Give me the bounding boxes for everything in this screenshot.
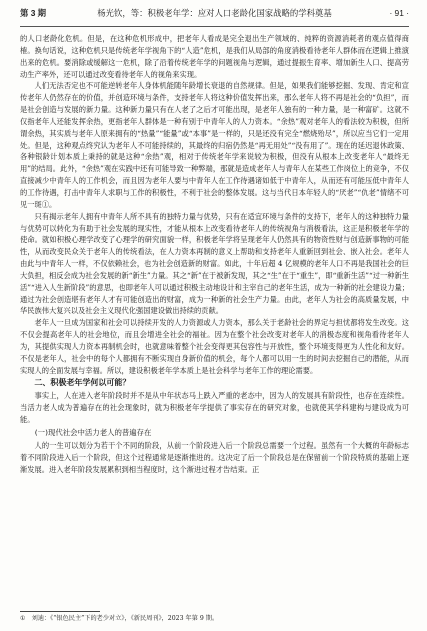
issue-number: 第 3 期 <box>20 8 47 18</box>
footnote-marker: ① <box>20 615 26 622</box>
footnote-text: 刘迪：《“银色民主”下的老少对立》，《新民周刊》，2023 年第 9 期。 <box>31 615 219 622</box>
running-title: 杨光钦，等：积极老年学：应对人口老龄化国家战略的学科奠基 <box>97 8 332 18</box>
page-number: · 91 · <box>389 8 409 18</box>
footnote-divider <box>20 611 100 612</box>
section-heading: 二、积极老年学何以可能？ <box>34 378 131 388</box>
body-paragraph: 只有揭示老年人拥有中青年人所不具有的独特力量与优势，只有在适宜环境与条件的支持下，老年人的这种独特力量与优势可以转化为有助于社会发展的现实性，才能从根本上改变看待老年人的传统视角与消极看法，这正是积极老年学的使命。就如积极心理学改变了心理学的研究面貌一样，积极老年学将呈现老年人仍然具有的物资性财与创造新事物的可能性，从而改变民众关于老年人的传统看法，在人力资本再制的意义上帮助和支持老年人重新回到社会、嵌入社会。老年人由此与中青年人一样，不仅依赖社会，也为社会创造新的财富。如此，十年后超 4 亿规模的老年人口不再是我国社会的巨大负担，相反会成为社会发展的新“新生”力量。其之“新”在于被新发现，其之“生”在于“重生”，即“重新生活”“过一种新生活”“进入人生新阶段”的意思，也即老年人可以通过积极主动地设计和主宰自己的老年生活，成为一种新的社会建设力量；通过为社会创造堪有老年人才有可能创造出的财富，成为一种新的社会生产力量。由此，老年人为社会的高质量发展，中华民族伟大复兴以及社会主义现代化强国建设做出持续的贡献。 <box>20 211 409 316</box>
body-paragraph: 的人口老龄化危机。但是，在这种危机形成中，把老年人看成是完全退出生产领域的、纯粹的资源消耗者的观点值得商榷。换句话说，这种危机只是传统老年学视角下的“人造”危机，是我们从局部的角度消极看待老年人群体而在逻辑上推演出来的危机。要消除或缓解这一危机，除了沿着传统老年学的问题视角与逻辑，通过提振生育率、增加新生人口、提高劳动生产率外，还可以通过改变看待老年人的视角来实现。 <box>20 34 409 79</box>
body-paragraph: 老年人一旦成为国家和社会可以持续开发的人力资源或人力资本，那么关于老龄社会的界定与担忧都将发生改变。这不仅会提高老年人的社会地位，而且会增进全社会的福祉。因为在整个社会改变对老年人的消极态度和视角看待老年人为，其提供实现人力资本再制机会时，也就意味着整个社会变得更其包容性与开放性，整个环境变得更为人性化和友好。不仅是老年人，社会中的每个人都拥有不断实现自身新价值的机会，每个人都可以用一生的时间去挖掘自己的潜能，从而实现人的全面发展与幸福。所以，建设积极老年学本质上是社会科学与老年工作的理论需要。 <box>20 318 409 375</box>
body-paragraph: 事实上，人在进入老年阶段时并不是从中年状态马上跌入严重的老态中，因为人的发展具有阶段性，也存在连续性。当活力老人成为普遍存在的社会现象时，就为积极老年学提供了事实存在的研究对象，也就使其学科建构与建设成为可能。 <box>20 391 409 425</box>
footnote <box>20 614 409 623</box>
subsection-heading: (一)现代社会中活力老人的普遍存在 <box>34 428 152 437</box>
running-header <box>20 0 409 27</box>
body-paragraph: 人们无法否定也不可能逆转老年人身体机能随年龄增长衰退的自然规律。但是，如果我们能够挖掘、发现、肯定和宣传老年人仍然存在的价值，并创造环境与条件，支持老年人将这种价值发挥出来，那么老年人将不再是社会的“负担”，而是社会创造与发展的新力量。这种新力量只有在人老了之后才可能出现，是老年人独有的一种力量，是一种富矿。这就不仅指老年人还能发挥余热，更指老年人群体是一种有别于中青年人的人力资本。“余热”观对老年人的看法较为积极，但所谓余热，其实质与老年人原来拥有的“热量”“能量”或“本事”是一样的，只是还没有完全“燃烧殆尽”，所以应当它们一定用处。但是，这种观点终究认为老年人不可能持续的，其最终的归宿仍然是“再无用处”“没有用了”。现在的延迟退休政策、各种银龄计划本质上秉持的就是这种“余热”观，相对于传统老年学来说较为积极，但没有从根本上改变老年人“最终无用”的结局。此外，“余热”观在实践中还有可能导致一种弊端，那就是造成老年人与青年人在某些工作岗位上的竞争，不仅直接减少中青年人的工作机会，而且因为老年人要与中青年人在工作待遇诸如低于中青年人，从而还有可能压低中青年人的工作待遇，打击中青年人求职与工作的积极性，不利于社会的整体发展。这与当代日本年轻人的“厌老”“仇老”情绪不可见一斑①。 <box>20 81 409 209</box>
body-paragraph: 人的一生可以划分为若干个不同的阶段，从前一个阶段进入后一个阶段总需要一个过程。虽然有一个大概的年龄标志着不同阶段进入后一个阶段，但这个过程通常是逐渐推进的。这决定了后一个阶段总是在保留前一个阶段特质的基础上逐渐发展。进入老年阶段发展累积到相当程度时，这个渐进过程才告结束。正 <box>20 440 409 474</box>
article-body <box>20 33 409 475</box>
